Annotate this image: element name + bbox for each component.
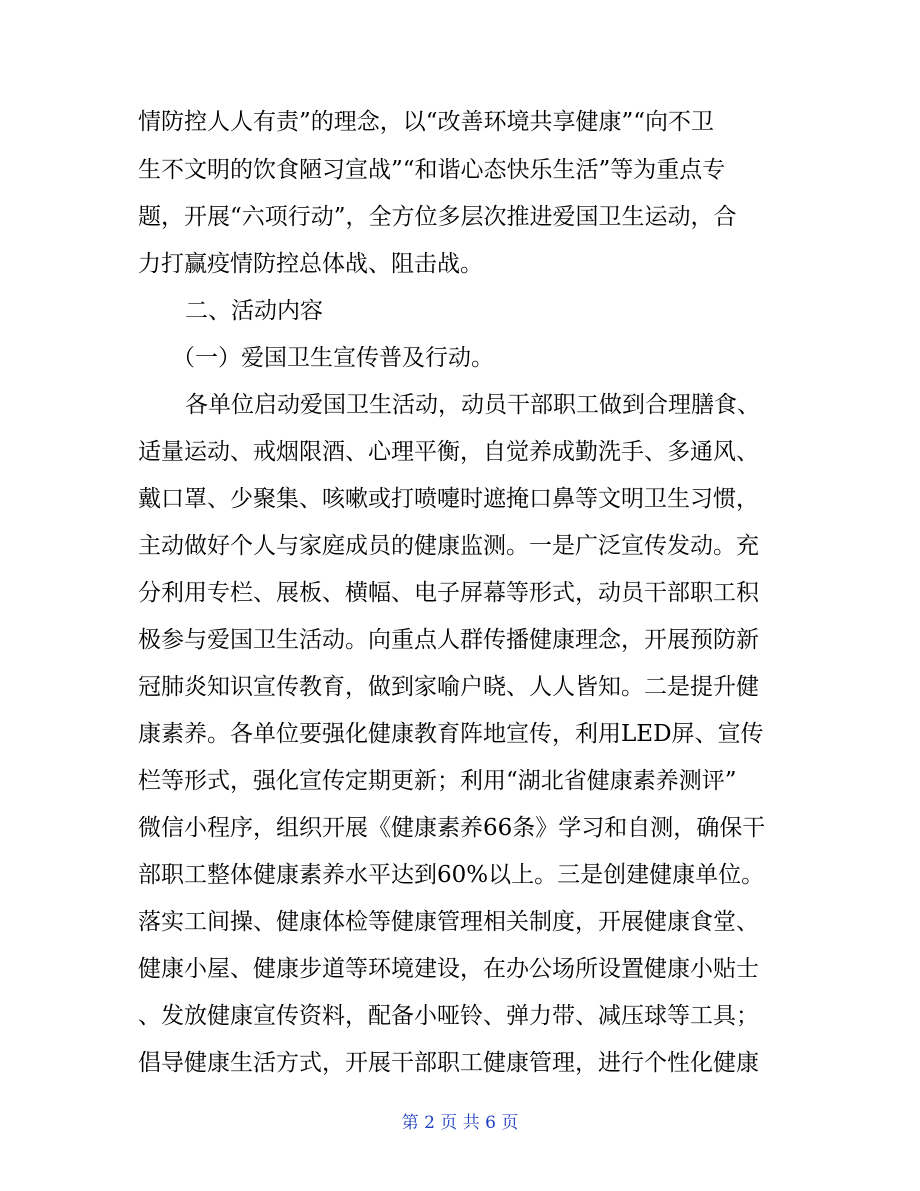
body-text-line: 部职工整体健康素养水平达到60%以上。三是创建健康单位。 bbox=[138, 862, 765, 888]
body-text-line: 冠肺炎知识宣传教育，做到家喻户晓、人人皆知。二是提升健 bbox=[138, 674, 759, 700]
body-text-line: 落实工间操、健康体检等健康管理相关制度，开展健康食堂、 bbox=[138, 909, 759, 935]
body-text-line: 倡导健康生活方式，开展干部职工健康管理，进行个性化健康 bbox=[138, 1050, 759, 1076]
body-text-line: 微信小程序，组织开展《健康素养66条》学习和自测，确保干 bbox=[138, 815, 766, 841]
section-heading: 二、活动内容 bbox=[185, 298, 323, 324]
body-text-line: 、发放健康宣传资料，配备小哑铃、弹力带、减压球等工具； bbox=[138, 1003, 759, 1029]
body-text-line: 戴口罩、少聚集、咳嗽或打喷嚏时遮掩口鼻等文明卫生习惯， bbox=[138, 486, 759, 512]
body-text-line: 适量运动、戒烟限酒、心理平衡，自觉养成勤洗手、多通风、 bbox=[138, 439, 759, 465]
body-text-line: 情防控人人有责”的理念，以“改善环境共享健康”“向不卫 bbox=[138, 109, 715, 135]
page-number-footer: 第 2 页 共 6 页 bbox=[401, 1113, 519, 1133]
body-text-line: 栏等形式，强化宣传定期更新；利用“湖北省健康素养测评” bbox=[138, 768, 737, 794]
body-text-line: 生不文明的饮食陋习宣战”“和谐心态快乐生活”等为重点专 bbox=[138, 157, 726, 183]
body-text-line: 各单位启动爱国卫生活动，动员干部职工做到合理膳食、 bbox=[185, 392, 760, 418]
body-text-line: 主动做好个人与家庭成员的健康监测。一是广泛宣传发动。充 bbox=[138, 533, 759, 559]
body-text-line: 极参与爱国卫生活动。向重点人群传播健康理念，开展预防新 bbox=[138, 627, 759, 653]
subsection-heading: （一）爱国卫生宣传普及行动。 bbox=[172, 345, 494, 371]
body-text-line: 力打赢疫情防控总体战、阻击战。 bbox=[138, 251, 483, 277]
body-text-line: 分利用专栏、展板、横幅、电子屏幕等形式，动员干部职工积 bbox=[138, 580, 759, 606]
body-text-line: 康素养。各单位要强化健康教育阵地宣传，利用LED屏、宣传 bbox=[138, 721, 764, 747]
body-text-line: 题，开展“六项行动”，全方位多层次推进爱国卫生运动，合 bbox=[138, 204, 737, 230]
body-text-line: 健康小屋、健康步道等环境建设，在办公场所设置健康小贴士 bbox=[138, 956, 759, 982]
